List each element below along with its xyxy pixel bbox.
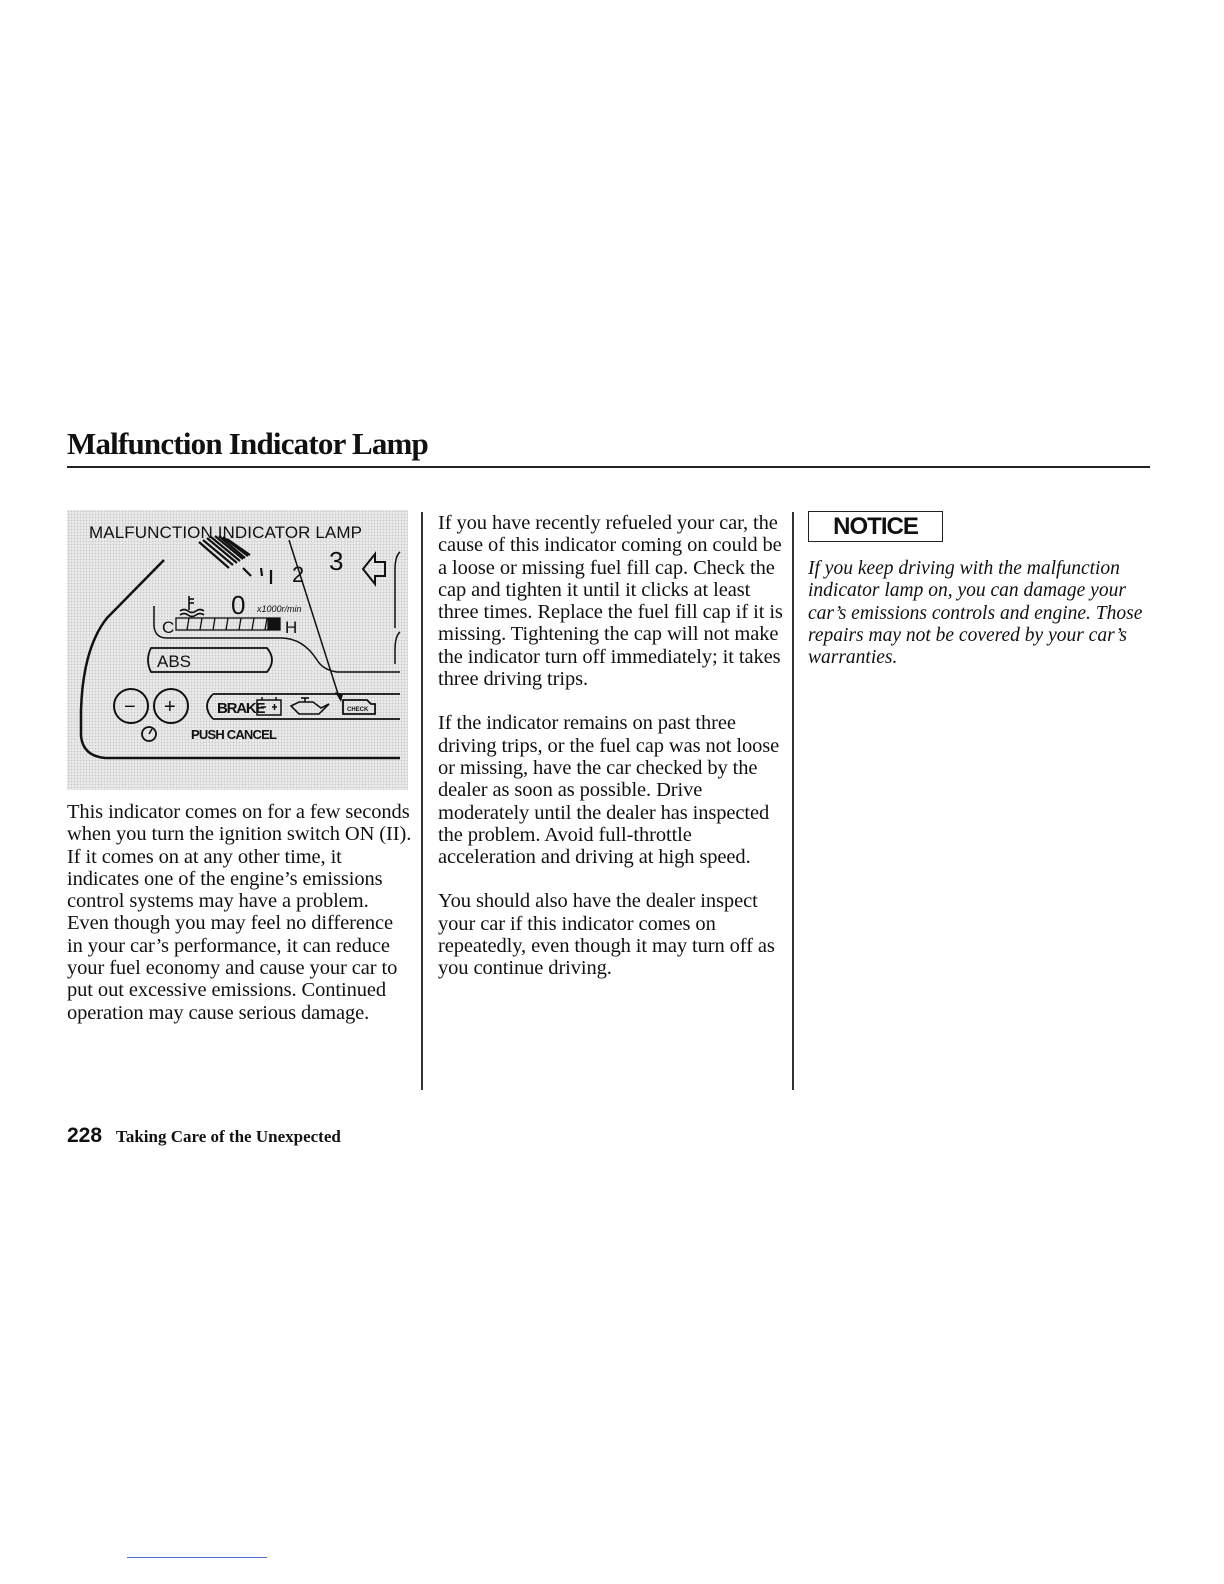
trip-reset-icon-needle bbox=[149, 729, 152, 734]
coolant-temperature-icon bbox=[180, 596, 204, 617]
figure-caption: MALFUNCTION INDICATOR LAMP bbox=[89, 523, 363, 542]
abs-indicator-label: ABS bbox=[157, 652, 192, 671]
tach-tick-marks bbox=[199, 536, 271, 584]
section-name: Taking Care of the Unexpected bbox=[116, 1127, 341, 1146]
temp-cold-label: C bbox=[162, 618, 175, 637]
column-left-text bbox=[67, 801, 412, 1046]
instrument-cluster-drawing bbox=[67, 510, 408, 790]
dashboard-illustration bbox=[67, 510, 408, 790]
column-divider-left bbox=[421, 512, 423, 1090]
decorative-rule bbox=[127, 1557, 267, 1558]
check-engine-icon bbox=[343, 700, 375, 714]
turn-signal-arrow-icon bbox=[363, 554, 385, 584]
right-bracket-upper bbox=[395, 552, 400, 628]
brake-lamp-label: BRAKE bbox=[217, 700, 265, 717]
paragraph: If the indicator remains on past three driving trips, or the fuel cap was not loose or missing, have the car checked by the dealer as soon as possible. Drive moderately until the dealer has inspected the problem. Avoid full-throttle acceleration and driving at high speed. bbox=[438, 712, 780, 869]
tach-digit-two: 2 bbox=[292, 562, 305, 587]
paragraph: This indicator comes on for a few seconds when you turn the ignition switch ON (II). If it comes on at any other time, it indicates one of the engine’s emissions control systems may have a problem. Even though you may feel no difference in your car’s performance, it can reduce your fuel economy and cause your car to put out excessive emissions. Continued operation may cause serious damage. bbox=[67, 801, 412, 1024]
page-footer bbox=[67, 1124, 341, 1148]
notice-text: If you keep driving with the malfunction indicator lamp on, you can damage your car’s emissions controls and engine. Those repairs may not be covered by your car’s warranties. bbox=[808, 558, 1143, 669]
tach-rpm-unit: x1000r/min bbox=[257, 604, 302, 614]
check-engine-label: CHECK bbox=[347, 707, 369, 713]
push-cancel-label: PUSH CANCEL bbox=[191, 727, 277, 742]
notice-label: NOTICE bbox=[833, 513, 918, 540]
plus-label: + bbox=[164, 696, 176, 718]
right-bracket-lower bbox=[395, 632, 400, 664]
minus-label: − bbox=[124, 696, 136, 718]
oil-pressure-icon bbox=[291, 698, 329, 714]
page-title: Malfunction Indicator Lamp bbox=[67, 426, 428, 461]
notice-heading-box bbox=[808, 511, 943, 542]
temp-hot-label: H bbox=[285, 618, 298, 637]
paragraph: You should also have the dealer inspect your car if this indicator comes on repeatedly, even though it may turn off as you continue driving. bbox=[438, 890, 775, 980]
column-divider-right bbox=[792, 512, 794, 1090]
tach-digit-three: 3 bbox=[329, 546, 344, 576]
temperature-bar-gauge bbox=[176, 618, 280, 630]
column-middle-text bbox=[438, 512, 783, 1002]
title-divider bbox=[67, 466, 1150, 468]
page-number: 228 bbox=[67, 1124, 103, 1147]
paragraph: If you have recently refueled your car, the cause of this indicator coming on could be a loose or missing fuel fill cap. Check the cap and tighten it until it clicks at least three times. Replace the fuel fill cap if it is missing. Tightening the cap will not make the indicator turn off immediately; it takes three driving trips. bbox=[438, 512, 783, 691]
tach-digit-zero: 0 bbox=[231, 590, 246, 620]
